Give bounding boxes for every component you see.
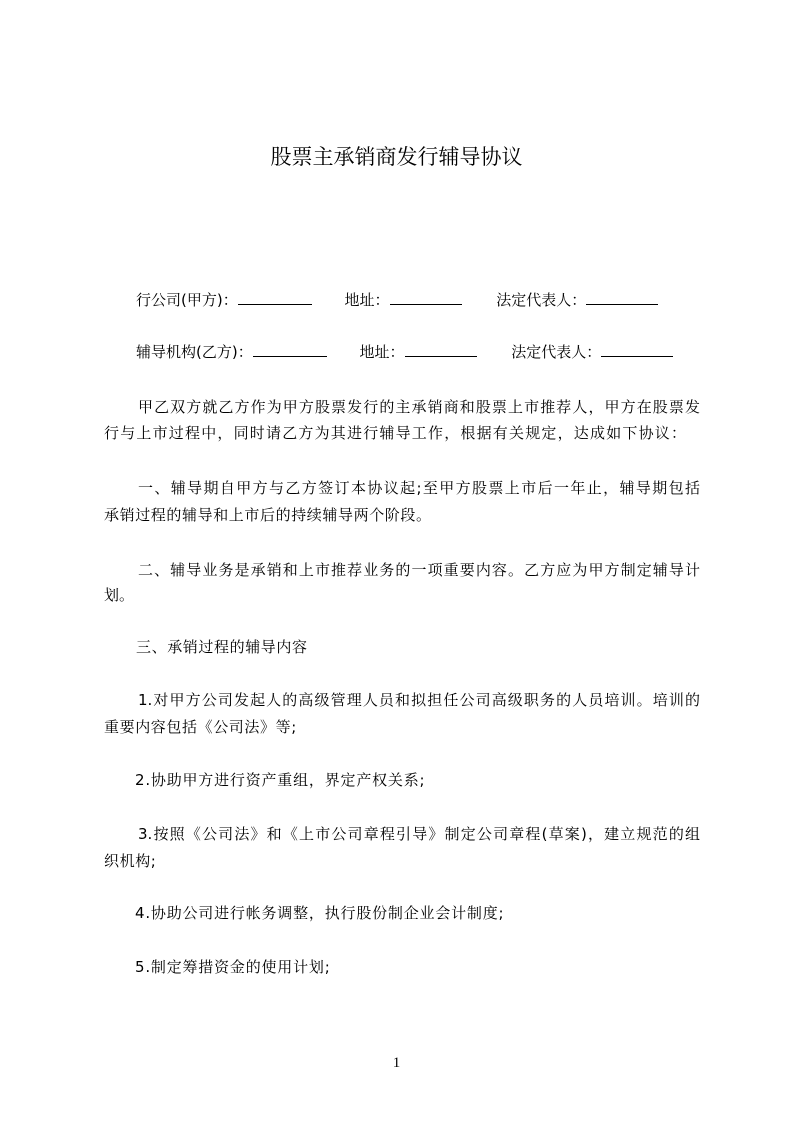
page-number: 1 xyxy=(392,1055,401,1071)
party-b-row xyxy=(136,342,673,362)
paragraph-line: 二、辅导业务是承销和上市推荐业务的一项重要内容。乙方应为甲方制定辅导计 xyxy=(138,561,700,579)
party-b-rep-blank xyxy=(601,342,673,357)
paragraph-line: 划。 xyxy=(104,586,135,604)
paragraph-line: 甲乙双方就乙方作为甲方股票发行的主承销商和股票上市推荐人，甲方在股票发 xyxy=(138,398,700,416)
party-b-name-blank xyxy=(253,342,327,357)
paragraph-line: 4.协助公司进行帐务调整，执行股份制企业会计制度; xyxy=(135,904,505,922)
party-b-address-blank xyxy=(405,342,477,357)
party-a-address-label: 地址： xyxy=(344,291,390,309)
party-a-row xyxy=(136,290,658,310)
party-a-address-blank xyxy=(390,290,462,305)
party-a-name-blank xyxy=(238,290,312,305)
paragraph-line: 一、辅导期自甲方与乙方签订本协议起;至甲方股票上市后一年止，辅导期包括 xyxy=(138,479,700,497)
paragraph-line: 织机构; xyxy=(104,852,157,870)
section-heading: 三、承销过程的辅导内容 xyxy=(136,638,308,656)
party-a-rep-blank xyxy=(586,290,658,305)
paragraph-line: 2.协助甲方进行资产重组，界定产权关系; xyxy=(135,771,426,789)
paragraph-line: 承销过程的辅导和上市后的持续辅导两个阶段。 xyxy=(104,506,432,524)
paragraph-line: 行与上市过程中，同时请乙方为其进行辅导工作，根据有关规定，达成如下协议： xyxy=(104,424,686,442)
paragraph-line: 重要内容包括《公司法》等; xyxy=(104,718,297,736)
party-a-label: 行公司(甲方)： xyxy=(136,291,238,309)
party-a-rep-label: 法定代表人： xyxy=(496,291,587,309)
paragraph-line: 1.对甲方公司发起人的高级管理人员和拟担任公司高级职务的人员培训。培训的 xyxy=(138,691,700,709)
paragraph-line: 3.按照《公司法》和《上市公司章程引导》制定公司章程(草案)，建立规范的组 xyxy=(138,825,700,843)
party-b-rep-label: 法定代表人： xyxy=(511,343,602,361)
party-b-address-label: 地址： xyxy=(359,343,405,361)
paragraph-line: 5.制定筹措资金的使用计划; xyxy=(135,958,331,976)
document-title: 股票主承销商发行辅导协议 xyxy=(270,145,523,169)
party-b-label: 辅导机构(乙方)： xyxy=(136,343,253,361)
